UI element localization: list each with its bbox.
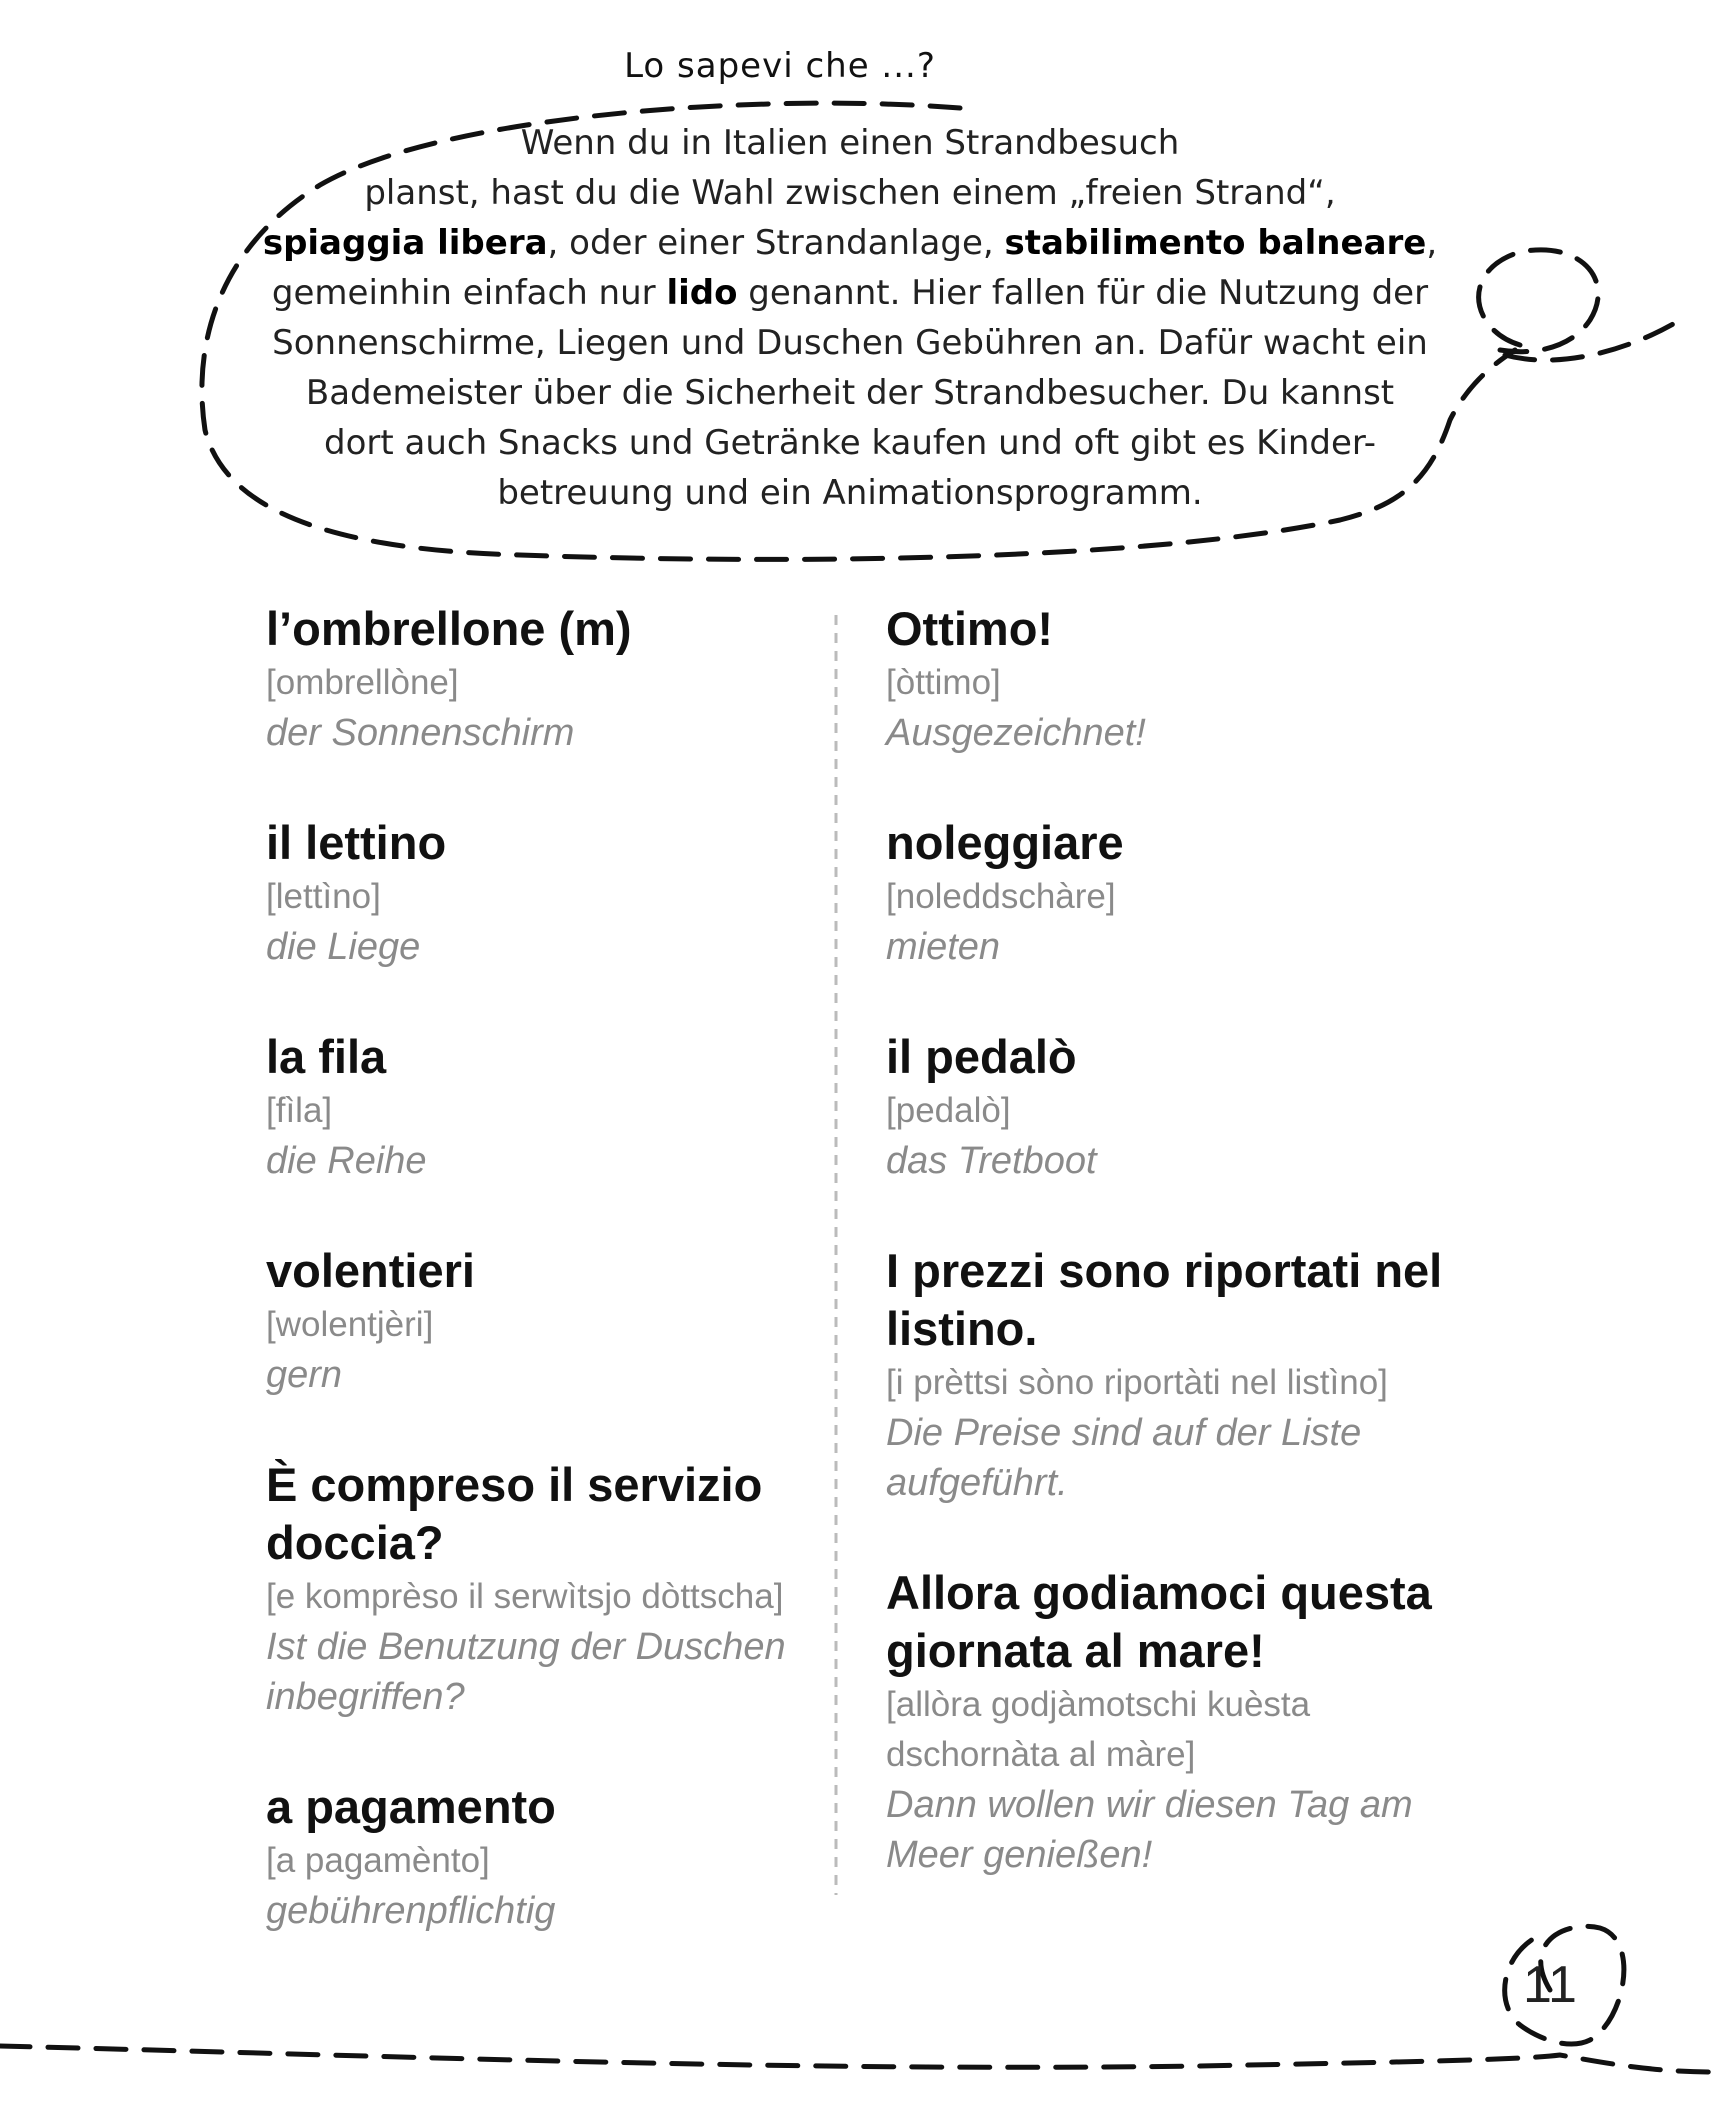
vocab-column-right [886, 600, 1486, 1936]
vocab-translation: Die Preise sind auf der Liste aufgeführt. [886, 1412, 1362, 1504]
vocab-pronunciation: [e komprèso il serwìtsjo dòttscha] [266, 1577, 784, 1616]
vocab-pronunciation: [allòra godjàmotschi kuèsta dschornàta al màre] [886, 1685, 1311, 1774]
vocab-entry [266, 1456, 866, 1722]
vocab-term: Allora godiamoci questa giornata al mare! [886, 1566, 1432, 1677]
vocab-translation: der Sonnenschirm [266, 712, 575, 754]
vocab-entry [886, 1564, 1486, 1880]
vocab-pronunciation: [ombrellòne] [266, 663, 459, 702]
speech-bubble-tail [1479, 250, 1680, 360]
infobox-line: dort auch Snacks und Getränke kaufen und oft gibt es Kinder- [323, 423, 1377, 463]
vocab-pronunciation: [wolentjèri] [266, 1305, 434, 1344]
infobox-line: betreuung und ein Animationsprogramm. [497, 473, 1203, 513]
vocab-translation: gebührenpflichtig [266, 1890, 556, 1932]
vocab-term: la fila [266, 1030, 387, 1083]
vocab-term: l’ombrellone (m) [266, 602, 632, 655]
vocab-pronunciation: [lettìno] [266, 877, 381, 916]
vocab-entry [266, 1242, 866, 1400]
vocab-entry [266, 814, 866, 972]
vocab-translation: das Tretboot [886, 1140, 1097, 1182]
vocab-translation: Ist die Benutzung der Duschen inbegriffen? [266, 1626, 786, 1718]
vocab-pronunciation: [fìla] [266, 1091, 333, 1130]
vocab-entry [886, 814, 1486, 972]
vocab-term: Ottimo! [886, 602, 1054, 655]
vocab-entry [886, 1242, 1486, 1508]
vocab-column-left [266, 600, 866, 1992]
vocab-entry [886, 600, 1486, 758]
vocab-term: il pedalò [886, 1030, 1077, 1083]
infobox-line: Wenn du in Italien einen Strandbesuch [520, 123, 1180, 163]
vocab-translation: Dann wollen wir diesen Tag am Meer genießen! [886, 1784, 1413, 1876]
vocab-pronunciation: [noleddschàre] [886, 877, 1116, 916]
vocab-entry [266, 1028, 866, 1186]
vocab-translation: gern [266, 1354, 343, 1396]
vocab-term: È compreso il servizio doccia? [266, 1458, 763, 1569]
infobox-line: planst, hast du die Wahl zwischen einem „freien Strand“, [364, 173, 1336, 213]
vocab-entry [886, 1028, 1486, 1186]
vocab-pronunciation: [a pagamènto] [266, 1841, 490, 1880]
infobox-line: Bademeister über die Sicherheit der Strandbesucher. Du kannst [305, 373, 1395, 413]
infobox-line: Sonnenschirme, Liegen und Duschen Gebühren an. Dafür wacht ein [272, 323, 1428, 363]
vocab-term: volentieri [266, 1244, 475, 1297]
infobox-line: gemeinhin einfach nur lido genannt. Hier fallen für die Nutzung der [271, 273, 1429, 313]
vocab-entry [266, 600, 866, 758]
vocab-term: il lettino [266, 816, 447, 869]
vocab-translation: Ausgezeichnet! [886, 712, 1146, 754]
infobox-text [240, 118, 1460, 518]
bottom-dashed-line [0, 2046, 1713, 2072]
vocab-pronunciation: [i prèttsi sòno riportàti nel listìno] [886, 1363, 1388, 1402]
infobox-line: spiaggia libera, oder einer Strandanlage, stabilimento balneare, [262, 223, 1438, 263]
vocab-term: I prezzi sono riportati nel listino. [886, 1244, 1443, 1355]
vocab-translation: die Reihe [266, 1140, 427, 1182]
bold-term: spiaggia libera [262, 223, 548, 263]
page-number: 11 [1523, 1956, 1577, 2014]
vocab-translation: mieten [886, 926, 1001, 968]
vocab-pronunciation: [òttimo] [886, 663, 1001, 702]
vocab-term: noleggiare [886, 816, 1124, 869]
bold-term: lido [666, 273, 738, 313]
vocab-pronunciation: [pedalò] [886, 1091, 1011, 1130]
bold-term: stabilimento balneare [1004, 223, 1427, 263]
vocab-entry [266, 1778, 866, 1936]
infobox-title: Lo sapevi che ...? [624, 46, 936, 86]
vocab-translation: die Liege [266, 926, 421, 968]
vocab-term: a pagamento [266, 1780, 556, 1833]
